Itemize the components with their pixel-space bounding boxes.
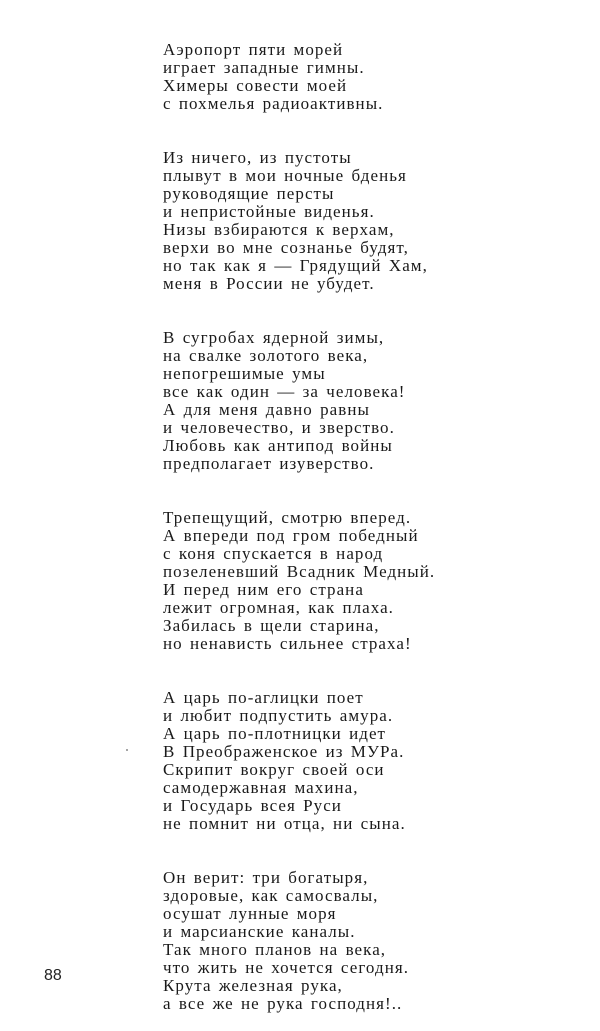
stanza-5 xyxy=(163,689,463,833)
stanza-4 xyxy=(163,509,463,653)
poem-line: на свалке золотого века, xyxy=(163,346,369,365)
page-number: 88 xyxy=(44,967,62,984)
poem-line: а все же не рука господня!.. xyxy=(163,994,403,1013)
poem-line: позеленевший Всадник Медный. xyxy=(163,562,436,581)
stanza-6 xyxy=(163,869,463,1013)
poem-line: Из ничего, из пустоты xyxy=(163,148,352,167)
stanza-break xyxy=(163,653,463,689)
poem-line: предполагает изуверство. xyxy=(163,454,375,473)
poem-text xyxy=(163,41,463,1013)
stanza-1 xyxy=(163,41,463,113)
poem-line: и любит подпустить амура. xyxy=(163,706,394,725)
poem-line: А царь по-плотницки идет xyxy=(163,724,387,743)
poem-line: и непристойные виденья. xyxy=(163,202,375,221)
poem-line: и Государь всея Руси xyxy=(163,796,342,815)
poem-line: с коня спускается в народ xyxy=(163,544,384,563)
stanza-break xyxy=(163,473,463,509)
stanza-3 xyxy=(163,329,463,473)
poem-line: играет западные гимны. xyxy=(163,58,365,77)
poem-line: меня в России не убудет. xyxy=(163,274,375,293)
poem-line: лежит огромная, как плаха. xyxy=(163,598,394,617)
poem-line: руководящие персты xyxy=(163,184,335,203)
poem-line: Крута железная рука, xyxy=(163,976,343,995)
poem-line: не помнит ни отца, ни сына. xyxy=(163,814,406,833)
poem-line: А для меня давно равны xyxy=(163,400,370,419)
poem-line: что жить не хочется сегодня. xyxy=(163,958,410,977)
poem-line: В Преображенское из МУРа. xyxy=(163,742,405,761)
poem-line: самодержавная махина, xyxy=(163,778,359,797)
poem-line: Он верит: три богатыря, xyxy=(163,868,369,887)
poem-line: и марсианские каналы. xyxy=(163,922,356,941)
stanza-break xyxy=(163,113,463,149)
poem-line: с похмелья радиоактивны. xyxy=(163,94,384,113)
poem-line: Так много планов на века, xyxy=(163,940,387,959)
stanza-break xyxy=(163,833,463,869)
poem-line: Забилась в щели старина, xyxy=(163,616,380,635)
stanza-2 xyxy=(163,149,463,293)
poem-line: плывут в мои ночные бденья xyxy=(163,166,407,185)
poem-line: Аэропорт пяти морей xyxy=(163,40,344,59)
poem-line: все как один — за человека! xyxy=(163,382,406,401)
poem-line: Скрипит вокруг своей оси xyxy=(163,760,385,779)
poem-line: верхи во мне сознанье будят, xyxy=(163,238,409,257)
poem-line: непогрешимые умы xyxy=(163,364,326,383)
poem-line: В сугробах ядерной зимы, xyxy=(163,328,385,347)
poem-line: И перед ним его страна xyxy=(163,580,364,599)
poem-line: и человечество, и зверство. xyxy=(163,418,395,437)
poem-line: осушат лунные моря xyxy=(163,904,337,923)
poem-line: Химеры совести моей xyxy=(163,76,348,95)
poem-line: Низы взбираются к верхам, xyxy=(163,220,395,239)
poem-line: Трепещущий, смотрю вперед. xyxy=(163,508,412,527)
poem-line: здоровые, как самосвалы, xyxy=(163,886,379,905)
print-speck xyxy=(126,749,128,751)
poem-line: А впереди под гром победный xyxy=(163,526,419,545)
poem-line: А царь по-аглицки поет xyxy=(163,688,364,707)
poem-line: Любовь как антипод войны xyxy=(163,436,393,455)
stanza-break xyxy=(163,293,463,329)
poem-line: но ненависть сильнее страха! xyxy=(163,634,412,653)
poem-line: но так как я — Грядущий Хам, xyxy=(163,256,428,275)
